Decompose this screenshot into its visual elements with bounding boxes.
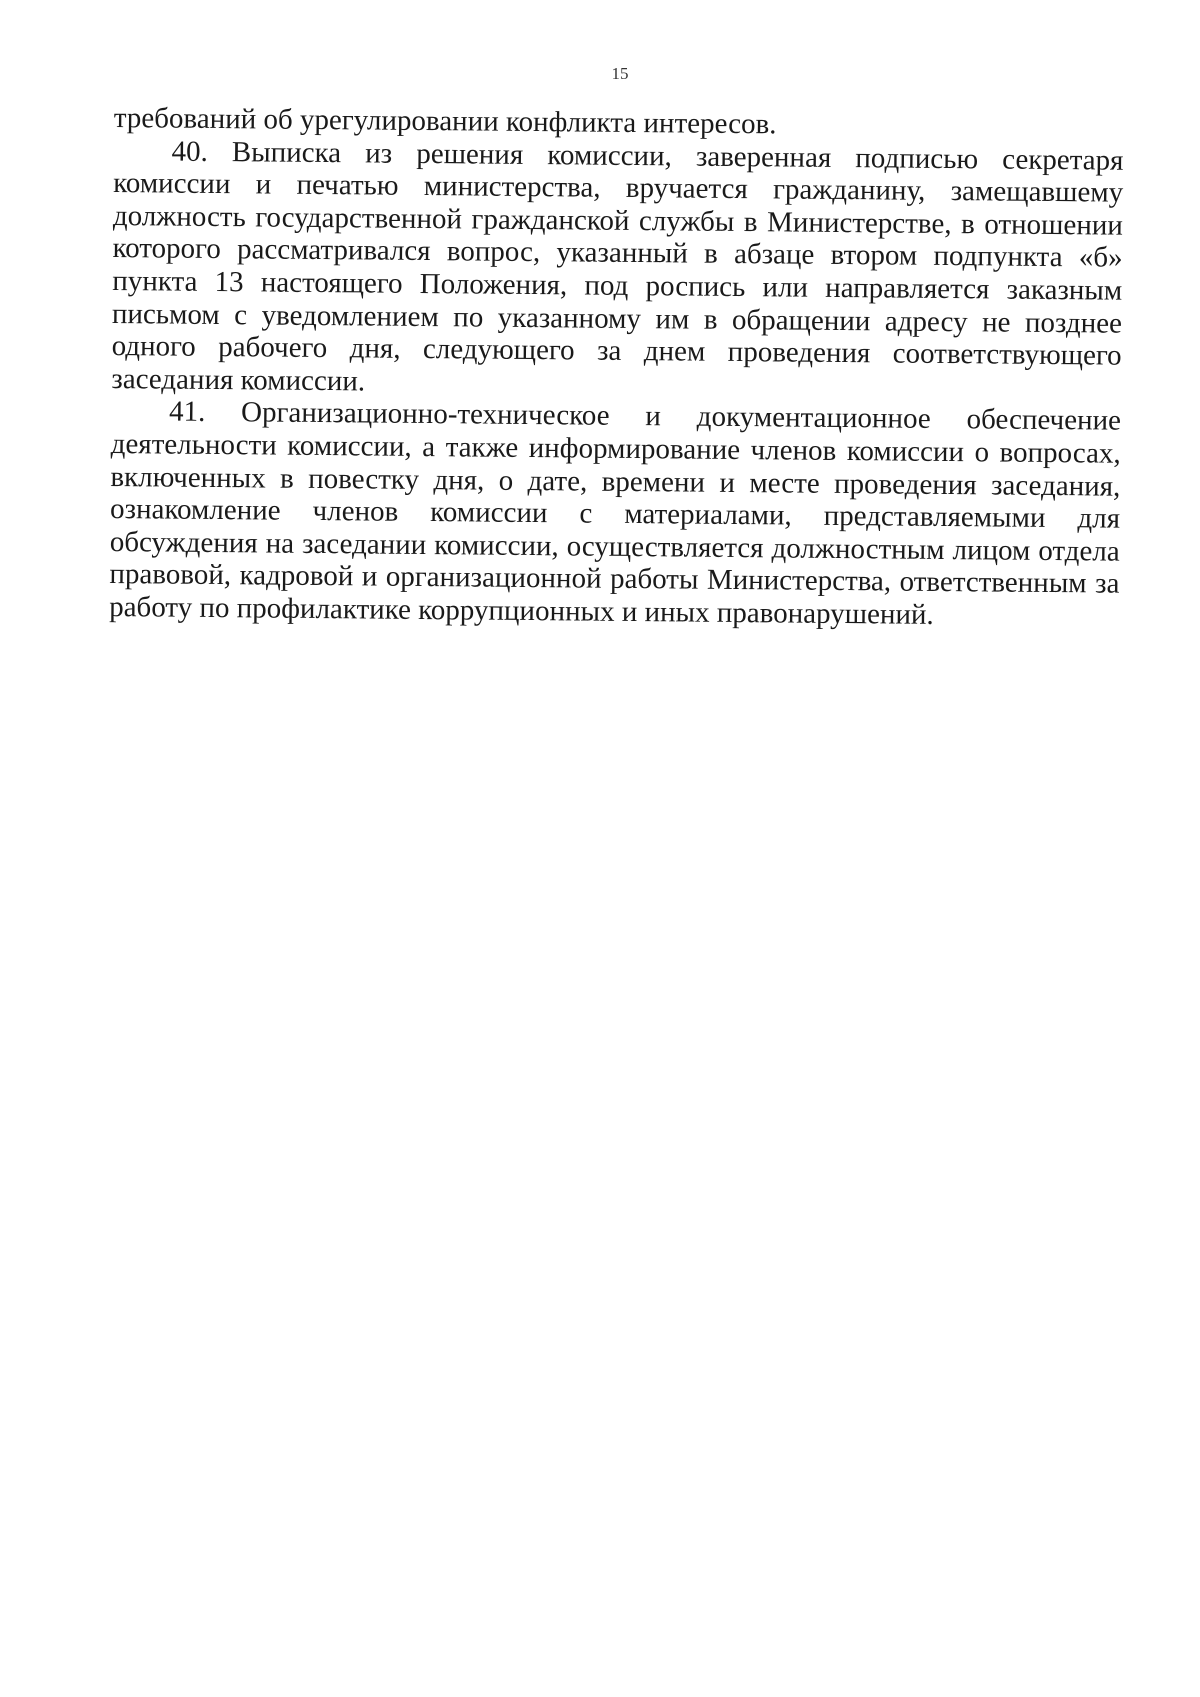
paragraph-continuation: требований об урегулировании конфликта интересов. [113, 102, 777, 141]
document-body [109, 102, 1124, 633]
paragraph-item-40: 40. Выписка из решения комиссии, заверенная подписью секретаря комиссии и печатью министерства, вручается гражданину, замещавшему должность государственной гражданской службы в Министерстве, в отношении которого рассматривался вопрос, указанный в абзаце втором подпункта «б» пункта 13 настоящего Положения, под роспись или направляется заказным письмом с уведомлением по указанному им в обращении адресу не позднее одного рабочего дня, следующего за днем проведения соответствующего заседания комиссии. [111, 135, 1124, 398]
page-number: 15 [611, 64, 629, 83]
paragraph-item-41: 41. Организационно-техническое и документационное обеспечение деятельности комиссии, а также информирование членов комиссии о вопросах, включенных в повестку дня, о дате, времени и месте проведения заседания, ознакомление членов комиссии с материалами, представляемыми для обсуждения на заседании комиссии, осуществляется должностным лицом отдела правовой, кадровой и организационной работы Министерства, ответственным за работу по профилактике коррупционных и иных правонарушений. [108, 395, 1122, 631]
